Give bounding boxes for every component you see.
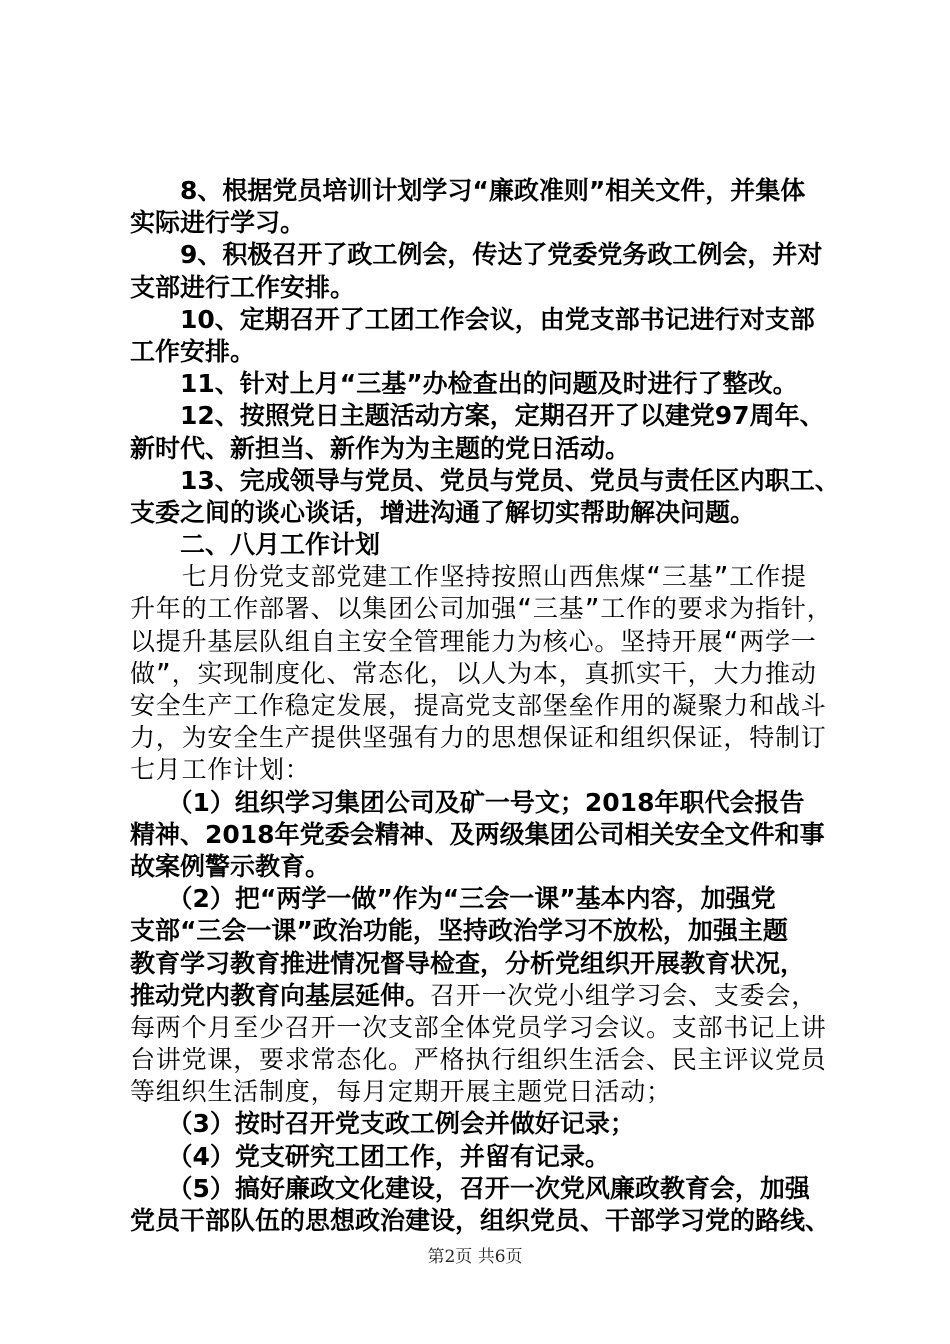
text-line: 七月工作计划： <box>130 755 311 785</box>
text-line: 支部进行工作安排。 <box>130 272 356 302</box>
text-line: （2）把“两学一做”作为“三会一课”基本内容，加强党 <box>130 884 776 914</box>
text-line: 9、积极召开了政工例会，传达了党委党务政工例会，并对 <box>130 240 823 270</box>
text-line: 支部“三会一课”政治功能，坚持政治学习不放松，加强主题 <box>130 916 788 946</box>
text-line: 工作安排。 <box>130 336 256 366</box>
text-line: 支委之间的谈心谈话，增进沟通了解切实帮助解决问题。 <box>130 497 756 527</box>
text-line: 七月份党支部党建工作坚持按照山西焦煤“三基”工作提 <box>130 562 807 592</box>
text-line: 11、针对上月“三基”办检查出的问题及时进行了整改。 <box>130 369 798 399</box>
text-line: 教育学习教育推进情况督导检查，分析党组织开展教育状况， <box>130 948 806 978</box>
text-line: 每两个月至少召开一次支部全体党员学习会议。支部书记上讲 <box>130 1012 827 1042</box>
text-line: （1）组织学习集团公司及矿一号文；2018年职代会报告 <box>130 787 805 817</box>
text-segment-bold: 推动党内教育向基层延伸。 <box>130 980 431 1010</box>
text-line: （5）搞好廉政文化建设，召开一次党风廉政教育会，加强 <box>130 1173 810 1203</box>
text-line: 以提升基层队组自主安全管理能力为核心。坚持开展“两学一 <box>130 626 817 656</box>
text-line: （4）党支研究工团工作，并留有记录。 <box>130 1141 610 1171</box>
text-line: 等组织生活制度，每月定期开展主题党日活动； <box>130 1077 672 1107</box>
text-line: 台讲党课，要求常态化。严格执行组织生活会、民主评议党员 <box>130 1045 827 1075</box>
text-line: 13、完成领导与党员、党员与党员、党员与责任区内职工、 <box>130 465 840 495</box>
text-line: 故案例警示教育。 <box>130 851 331 881</box>
text-line: 做”，实现制度化、常态化，以人为本，真抓实干，大力推动 <box>130 658 817 688</box>
text-line: 12、按照党日主题活动方案，定期召开了以建党97周年、 <box>130 401 825 431</box>
text-line: 党员干部队伍的思想政治建设，组织党员、干部学习党的路线、 <box>130 1206 831 1235</box>
text-line: 8、根据党员培训计划学习“廉政准则”相关文件，并集体 <box>130 176 806 205</box>
text-line: 升年的工作部署、以集团公司加强“三基”工作的要求为指针， <box>130 594 833 624</box>
text-line: （3）按时召开党支政工例会并做好记录； <box>130 1109 635 1139</box>
document-body <box>130 175 840 1237</box>
text-line: 新时代、新担当、新作为为主题的党日活动。 <box>130 433 631 463</box>
text-line: 精神、2018年党委会精神、及两级集团公司相关安全文件和事 <box>130 819 825 849</box>
text-line: 10、定期召开了工团工作会议，由党支部书记进行对支部 <box>130 304 815 334</box>
text-segment-light: 召开一次党小组学习会、支委会， <box>430 980 818 1010</box>
page-number-footer: 第2页 共6页 <box>427 1247 523 1267</box>
text-line-mixed <box>130 980 840 1012</box>
text-line: 实际进行学习。 <box>130 208 306 238</box>
text-line: 安全生产工作稳定发展，提高党支部堡垒作用的凝聚力和战斗 <box>130 691 827 720</box>
section-heading: 二、八月工作计划 <box>130 530 381 560</box>
text-line: 力，为安全生产提供坚强有力的思想保证和组织保证，特制订 <box>130 723 827 753</box>
